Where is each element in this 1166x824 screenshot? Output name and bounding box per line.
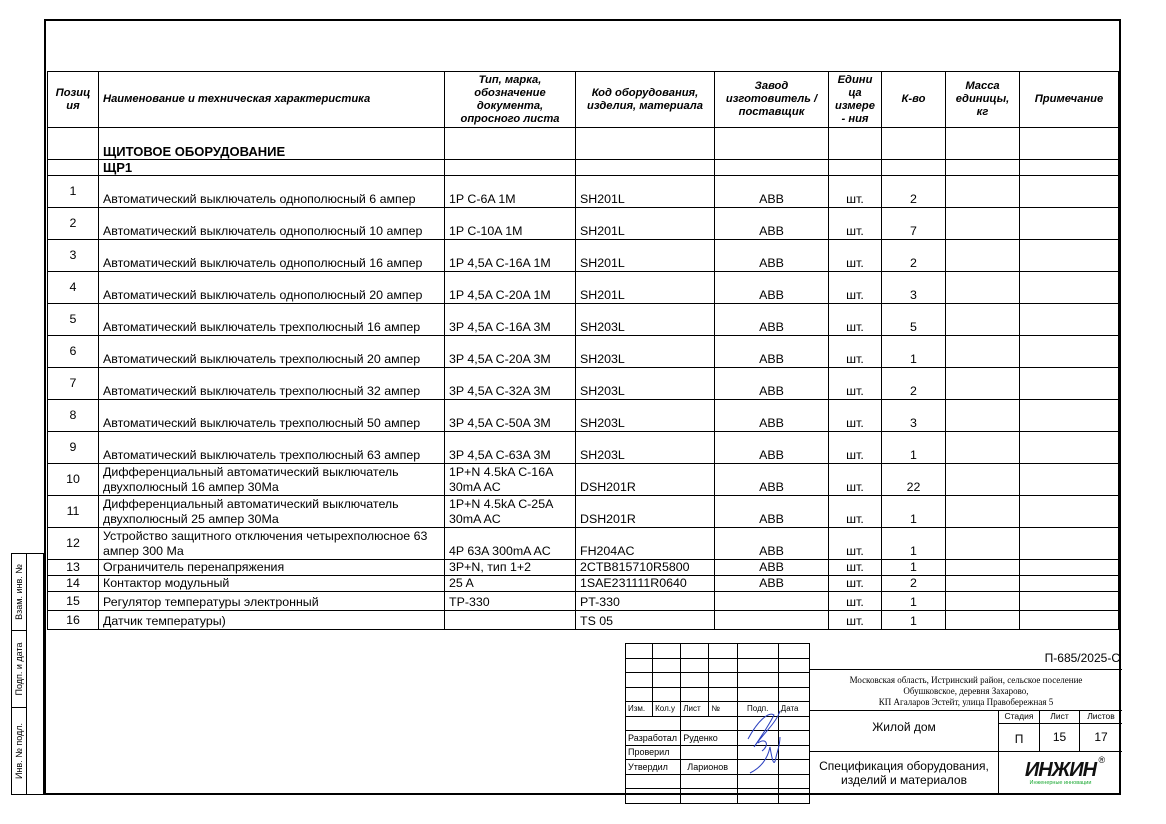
row-pos: 6 [48,336,99,368]
row-note [1020,464,1119,496]
header-qty: К-во [882,72,946,128]
row-type: 3P 4,5A C-50A 3M [445,400,576,432]
row-type: 3P 4,5A C-20A 3M [445,336,576,368]
header-name: Наименование и техническая характеристика [99,72,445,128]
row-name: Датчик температуры) [99,611,445,630]
row-note [1020,272,1119,304]
role-approver: Утвердил [626,760,681,775]
row-unit: шт. [829,176,882,208]
row-code: SH203L [576,368,715,400]
row-maker: ABB [715,560,829,576]
row-mass [946,272,1020,304]
row-maker: ABB [715,368,829,400]
row-code: SH203L [576,304,715,336]
row-maker [715,611,829,630]
row-type: 1P C-10A 1M [445,208,576,240]
section-row [48,128,1119,160]
row-name: Автоматический выключатель трехполюсный 50 ампер [99,400,445,432]
subsection-row [48,160,1119,176]
role-checker: Проверил [626,745,681,760]
row-mass [946,176,1020,208]
sheet-title [810,752,999,795]
row-type: 3P+N, тип 1+2 [445,560,576,576]
row-maker: ABB [715,432,829,464]
row-unit: шт. [829,432,882,464]
sheet-label: Лист [1040,711,1080,724]
row-qty: 1 [882,560,946,576]
row-qty: 2 [882,368,946,400]
table-row [48,528,1119,560]
address-line-2: Обушковское, деревня Захарово, [903,686,1029,696]
sheets-label: Листов [1080,711,1122,724]
sheet-title-line-1: Спецификация оборудования, [819,759,989,773]
row-pos: 14 [48,576,99,592]
row-unit: шт. [829,368,882,400]
row-qty: 3 [882,272,946,304]
row-pos: 4 [48,272,99,304]
table-row [48,272,1119,304]
table-row [48,611,1119,630]
row-name: Устройство защитного отключения четырехполюсное 63 ампер 300 Ма [99,528,445,560]
side-label-podp: Подп. и дата [14,642,24,696]
row-note [1020,576,1119,592]
row-pos: 15 [48,592,99,611]
row-mass [946,592,1020,611]
side-cell-podp [12,631,26,708]
row-qty: 2 [882,240,946,272]
section-title: ЩИТОВОЕ ОБОРУДОВАНИЕ [99,128,445,160]
col-date: Дата [778,702,809,717]
col-kolu: Кол.у [653,702,681,717]
table-row [48,240,1119,272]
row-note [1020,496,1119,528]
row-name: Автоматический выключатель однополюсный 16 ампер [99,240,445,272]
row-type: 4P 63A 300mA AC [445,528,576,560]
row-note [1020,400,1119,432]
row-qty: 1 [882,496,946,528]
row-code: 1SAE231111R0640 [576,576,715,592]
object-name: Жилой дом [810,711,999,752]
row-name: Контактор модульный [99,576,445,592]
header-mass: Масса единицы, кг [946,72,1020,128]
row-maker: ABB [715,272,829,304]
row-note [1020,176,1119,208]
row-code: SH201L [576,208,715,240]
row-name: Автоматический выключатель трехполюсный 16 ампер [99,304,445,336]
row-qty: 1 [882,336,946,368]
table-row [48,336,1119,368]
col-izm: Изм. [626,702,653,717]
address-line-1: Московская область, Истринский район, сельское поселение [849,675,1083,685]
row-mass [946,528,1020,560]
row-qty: 1 [882,528,946,560]
row-note [1020,304,1119,336]
row-mass [946,240,1020,272]
header-pos: Позиц ия [48,72,99,128]
subsection-title: ЩР1 [99,160,445,176]
row-maker: ABB [715,576,829,592]
header-maker: Завод изготовитель / поставщик [715,72,829,128]
row-note [1020,208,1119,240]
row-mass [946,304,1020,336]
row-maker: ABB [715,208,829,240]
side-cell-vzam [12,554,26,631]
row-mass [946,400,1020,432]
table-row [48,576,1119,592]
row-type: 3P 4,5A C-63A 3M [445,432,576,464]
row-qty: 1 [882,432,946,464]
row-unit: шт. [829,560,882,576]
name-approver: Ларионов [681,760,737,775]
row-type: 3P 4,5A C-32A 3M [445,368,576,400]
header-code: Код оборудования, изделия, материала [576,72,715,128]
row-name: Автоматический выключатель трехполюсный 32 ампер [99,368,445,400]
title-block-right [809,643,1121,795]
doc-code: П-685/2025-С [810,643,1122,670]
address-line-3: КП Агаларов Эстейт, улица Правобережная 5 [878,697,1054,707]
row-pos: 16 [48,611,99,630]
row-code: SH201L [576,272,715,304]
table-row [48,560,1119,576]
row-name: Ограничитель перенапряжения [99,560,445,576]
row-code: SH203L [576,432,715,464]
col-podp: Подп. [737,702,778,717]
row-name: Автоматический выключатель однополюсный 6 ампер [99,176,445,208]
row-qty: 7 [882,208,946,240]
row-code: DSH201R [576,464,715,496]
title-block [625,643,1121,795]
row-qty: 5 [882,304,946,336]
row-type: 1P 4,5A C-16A 1M [445,240,576,272]
stage-value: П [999,724,1040,752]
row-pos: 13 [48,560,99,576]
row-name: Дифференциальный автоматический выключатель двухполюсный 25 ампер 30Ма [99,496,445,528]
row-qty: 22 [882,464,946,496]
table-row [48,496,1119,528]
row-unit: шт. [829,592,882,611]
specification-table [47,71,1119,630]
row-unit: шт. [829,240,882,272]
row-unit: шт. [829,272,882,304]
row-pos: 9 [48,432,99,464]
row-pos: 2 [48,208,99,240]
row-name: Дифференциальный автоматический выключатель двухполюсный 16 ампер 30Ма [99,464,445,496]
row-name: Автоматический выключатель трехполюсный 20 ампер [99,336,445,368]
company-logo [999,752,1122,795]
logo-wordmark: ИНЖИН [1024,759,1097,781]
row-name: Автоматический выключатель трехполюсный 63 ампер [99,432,445,464]
row-mass [946,432,1020,464]
row-unit: шт. [829,576,882,592]
header-unit: Едини ца измере - ния [829,72,882,128]
row-note [1020,528,1119,560]
row-name: Автоматический выключатель однополюсный 10 ампер [99,208,445,240]
side-cell-inv [12,708,26,794]
table-row [48,368,1119,400]
logo-subtitle: Инженерные инновации [1029,780,1092,786]
row-unit: шт. [829,208,882,240]
row-type [445,611,576,630]
address [810,670,1122,711]
row-mass [946,496,1020,528]
row-note [1020,368,1119,400]
col-list: Лист [681,702,709,717]
row-maker [715,592,829,611]
table-row [48,432,1119,464]
row-mass [946,464,1020,496]
row-qty: 1 [882,592,946,611]
header-type: Тип, марка, обозначение документа, опросного листа [445,72,576,128]
row-mass [946,208,1020,240]
row-mass [946,560,1020,576]
row-unit: шт. [829,400,882,432]
row-code: SH203L [576,336,715,368]
col-num: № [709,702,737,717]
signature-icon [740,707,790,777]
row-note [1020,240,1119,272]
side-label-vzam: Взам. инв. № [14,564,24,620]
stage-label: Стадия [999,711,1040,724]
table-row [48,464,1119,496]
row-name: Автоматический выключатель однополюсный 20 ампер [99,272,445,304]
row-maker: ABB [715,240,829,272]
row-pos: 1 [48,176,99,208]
row-maker: ABB [715,176,829,208]
row-mass [946,611,1020,630]
row-unit: шт. [829,611,882,630]
row-pos: 7 [48,368,99,400]
row-note [1020,432,1119,464]
row-type: 1P+N 4.5kA C-25A 30mA AC [445,496,576,528]
row-unit: шт. [829,496,882,528]
table-row [48,400,1119,432]
row-mass [946,576,1020,592]
row-note [1020,560,1119,576]
row-maker: ABB [715,400,829,432]
row-qty: 2 [882,176,946,208]
row-note [1020,336,1119,368]
row-qty: 1 [882,611,946,630]
row-code: SH203L [576,400,715,432]
sheets-value: 17 [1080,724,1122,752]
row-name: Регулятор температуры электронный [99,592,445,611]
row-qty: 2 [882,576,946,592]
row-type: 25 A [445,576,576,592]
table-row [48,592,1119,611]
row-code: DSH201R [576,496,715,528]
row-maker: ABB [715,304,829,336]
logo-registered-icon: ® [1098,755,1106,765]
name-checker [681,745,737,760]
sheet-value: 15 [1040,724,1080,752]
side-label-inv: Инв. № подл. [14,722,24,780]
row-mass [946,336,1020,368]
row-pos: 8 [48,400,99,432]
row-type: TP-330 [445,592,576,611]
row-unit: шт. [829,336,882,368]
table-header-row [48,72,1119,128]
row-unit: шт. [829,528,882,560]
row-pos: 3 [48,240,99,272]
side-stamp [11,553,44,795]
row-unit: шт. [829,304,882,336]
header-note: Примечание [1020,72,1119,128]
row-pos: 11 [48,496,99,528]
row-note [1020,611,1119,630]
row-type: 1P C-6A 1M [445,176,576,208]
row-note [1020,592,1119,611]
row-maker: ABB [715,528,829,560]
table-row [48,176,1119,208]
row-type: 1P+N 4.5kA C-16A 30mA AC [445,464,576,496]
row-code: SH201L [576,176,715,208]
row-code: FH204AC [576,528,715,560]
row-qty: 3 [882,400,946,432]
row-code: 2CTB815710R5800 [576,560,715,576]
row-maker: ABB [715,496,829,528]
table-row [48,304,1119,336]
row-type: 3P 4,5A C-16A 3M [445,304,576,336]
row-type: 1P 4,5A C-20A 1M [445,272,576,304]
row-code: TS 05 [576,611,715,630]
sheet-title-line-2: изделий и материалов [841,773,967,787]
row-pos: 10 [48,464,99,496]
row-code: SH201L [576,240,715,272]
name-developer: Руденко [681,731,737,746]
row-unit: шт. [829,464,882,496]
role-developer: Разработал [626,731,681,746]
row-mass [946,368,1020,400]
side-divider [26,554,27,794]
row-code: PT-330 [576,592,715,611]
row-pos: 12 [48,528,99,560]
row-pos: 5 [48,304,99,336]
row-maker: ABB [715,464,829,496]
row-maker: ABB [715,336,829,368]
table-row [48,208,1119,240]
